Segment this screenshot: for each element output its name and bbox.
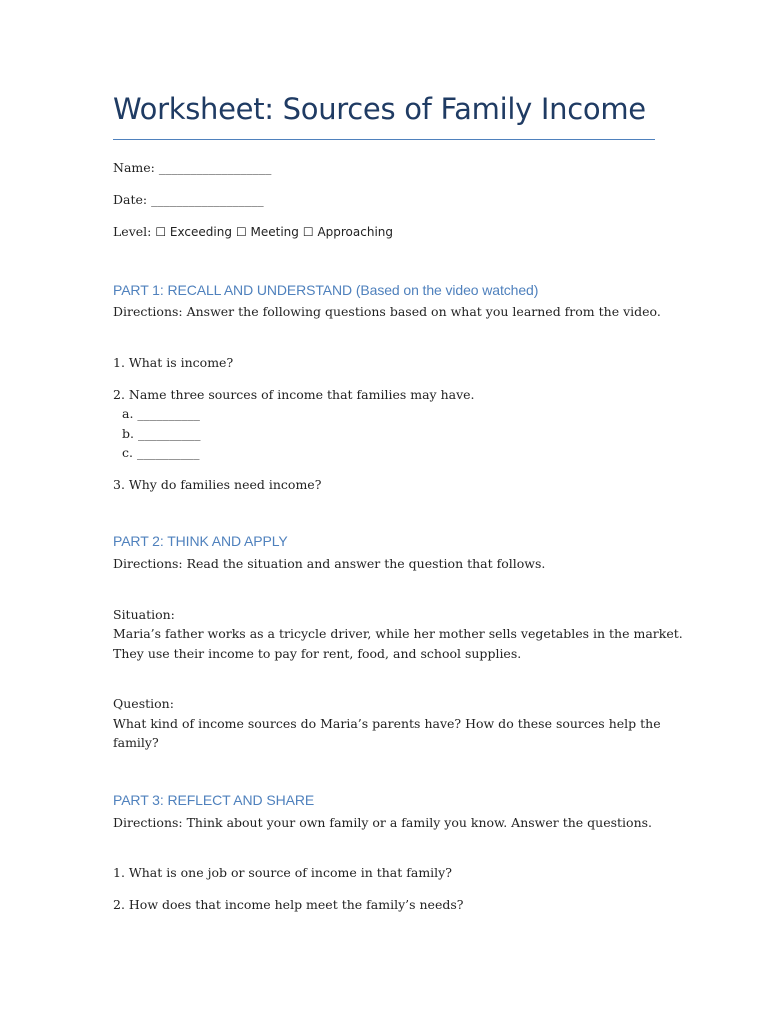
level-field xyxy=(113,224,393,240)
part2-heading: PART 2: THINK AND APPLY xyxy=(113,533,288,549)
part3-directions: Directions: Think about your own family or a family you know. Answer the questions. xyxy=(113,815,653,830)
part3-question-2: 2. How does that income help meet the family’s needs? xyxy=(113,897,464,912)
answer-blank-c: c. __________ xyxy=(122,445,200,460)
question-text-line1: What kind of income sources do Maria’s parents have? How do these sources help the xyxy=(113,716,661,731)
level-option-approaching[interactable]: ☐ Approaching xyxy=(302,225,394,239)
situation-label: Situation: xyxy=(113,607,175,622)
situation-text-line2: They use their income to pay for rent, food, and school supplies. xyxy=(113,646,522,661)
page-title: Worksheet: Sources of Family Income xyxy=(113,92,646,126)
part1-question-2: 2. Name three sources of income that families may have. xyxy=(113,387,475,402)
question-text-line2: family? xyxy=(113,735,159,750)
situation-text-line1: Maria’s father works as a tricycle driver, while her mother sells vegetables in the market. xyxy=(113,626,683,641)
part1-heading: PART 1: RECALL AND UNDERSTAND (Based on the video watched) xyxy=(113,282,539,298)
answer-blank-b: b. __________ xyxy=(122,426,201,441)
answer-blank-a: a. __________ xyxy=(122,406,200,421)
part2-directions: Directions: Read the situation and answer the question that follows. xyxy=(113,556,546,571)
title-divider xyxy=(113,139,655,140)
part3-heading: PART 3: REFLECT AND SHARE xyxy=(113,792,315,808)
level-label: Level: xyxy=(113,224,152,239)
name-field: Name: __________________ xyxy=(113,160,272,175)
level-option-meeting[interactable]: ☐ Meeting xyxy=(235,225,299,239)
level-option-exceeding[interactable]: ☐ Exceeding xyxy=(155,225,232,239)
question-label: Question: xyxy=(113,696,174,711)
part1-directions: Directions: Answer the following questions based on what you learned from the video. xyxy=(113,304,661,319)
part3-question-1: 1. What is one job or source of income in that family? xyxy=(113,865,452,880)
part1-question-1: 1. What is income? xyxy=(113,355,234,370)
date-field: Date: __________________ xyxy=(113,192,264,207)
part1-question-3: 3. Why do families need income? xyxy=(113,477,322,492)
